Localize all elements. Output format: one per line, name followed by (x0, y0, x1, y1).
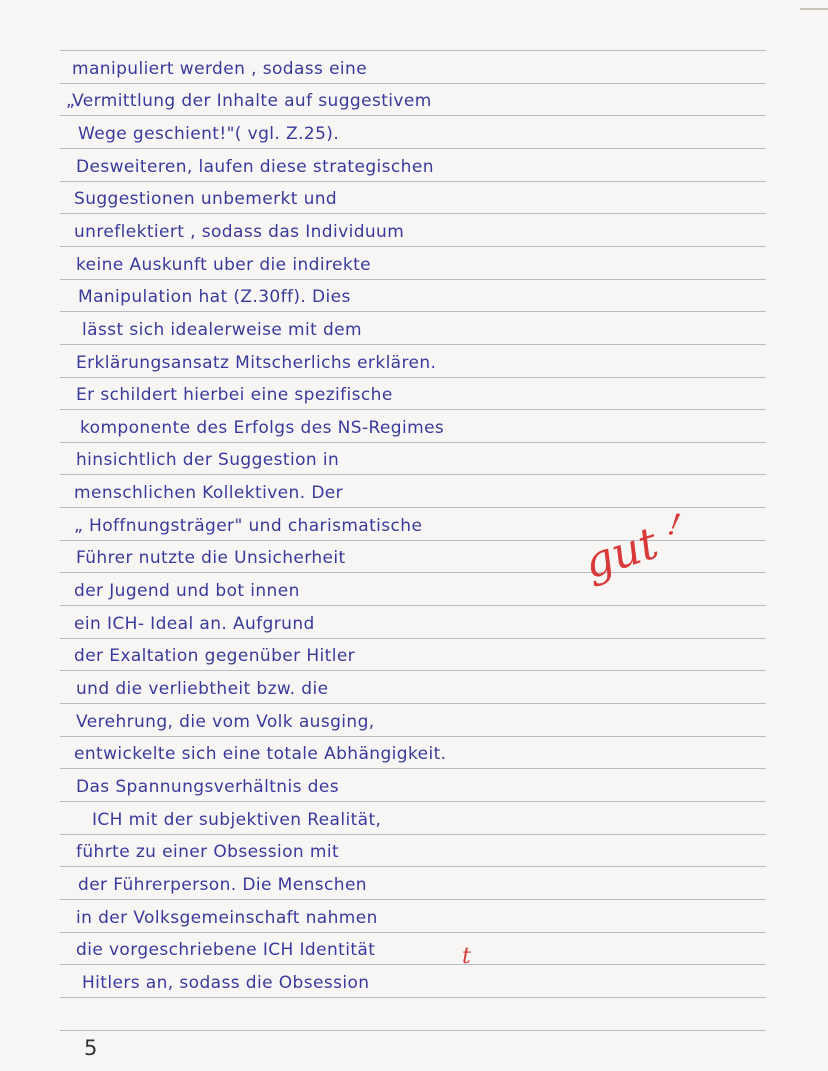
text-line: unreflektiert , sodass das Individuum (74, 221, 405, 242)
text-line: in der Volksgemeinschaft nahmen (76, 907, 378, 928)
ruled-line (60, 442, 766, 443)
text-line: keine Auskunft uber die indirekte (76, 254, 371, 275)
ruled-line (60, 474, 766, 475)
text-line: Erklärungsansatz Mitscherlichs erklären. (76, 352, 437, 373)
ruled-line (60, 181, 766, 182)
ruled-line (60, 279, 766, 280)
ruled-line (60, 866, 766, 867)
text-line: entwickelte sich eine totale Abhängigkeit. (74, 744, 447, 765)
text-line: die vorgeschriebene ICH Identität (76, 940, 376, 961)
teacher-comment-exclamation: ! (665, 507, 684, 544)
text-line: Er schildert hierbei eine spezifische (76, 385, 393, 406)
ruled-line (60, 246, 766, 247)
text-line: der Exaltation gegenüber Hitler (74, 646, 356, 667)
text-line: „Vermittlung der Inhalte auf suggestivem (66, 91, 432, 112)
text-line: führte zu einer Obsession mit (76, 842, 340, 863)
ruled-line (60, 834, 766, 835)
text-line: Das Spannungsverhältnis des (76, 776, 339, 797)
text-line: komponente des Erfolgs des NS-Regimes (80, 417, 445, 438)
ruled-line (60, 605, 766, 606)
ruled-line (60, 213, 766, 214)
ruled-line (60, 932, 766, 933)
text-line: lässt sich idealerweise mit dem (82, 319, 362, 340)
ruled-line (60, 148, 766, 149)
text-line: Suggestionen unbemerkt und (74, 189, 338, 210)
text-line: menschlichen Kollektiven. Der (74, 483, 344, 504)
ruled-line (60, 311, 766, 312)
ruled-line (60, 768, 766, 769)
page-number: 5 (84, 1036, 98, 1060)
text-line: ICH mit der subjektiven Realität, (92, 809, 382, 830)
text-line: Desweiteren, laufen diese strategischen (76, 156, 434, 177)
ruled-line (60, 964, 766, 965)
ruled-line (60, 670, 766, 671)
ruled-line (60, 344, 766, 345)
text-line: manipuliert werden , sodass eine (72, 58, 368, 79)
ruled-line (60, 83, 766, 84)
text-line: und die verliebtheit bzw. die (76, 679, 329, 699)
text-line: Verehrung, die vom Volk ausging, (76, 711, 375, 732)
ruled-line (60, 899, 766, 900)
correction-mark-t: t (462, 944, 471, 969)
text-line: Wege geschient!"( vgl. Z.25). (78, 123, 340, 144)
text-line: Hitlers an, sodass die Obsession (82, 972, 370, 993)
ruled-line (60, 703, 766, 704)
ruled-line (60, 572, 766, 573)
ruled-line (60, 50, 766, 51)
ruled-line (60, 409, 766, 410)
teacher-comment-gut: gut (577, 517, 665, 590)
text-line: der Jugend und bot innen (74, 581, 300, 602)
text-line: ein ICH- Ideal an. Aufgrund (74, 613, 315, 634)
ruled-line (60, 507, 766, 508)
ruled-line (60, 115, 766, 116)
text-line: „ Hoffnungsträger" und charismatische (74, 515, 423, 536)
ruled-line (60, 638, 766, 639)
ruled-line (60, 801, 766, 802)
ruled-line (60, 540, 766, 541)
text-line: der Führerperson. Die Menschen (78, 874, 367, 895)
ruled-line (60, 736, 766, 737)
ruled-line (60, 1030, 766, 1031)
text-line: hinsichtlich der Suggestion in (76, 450, 340, 471)
ruled-line (60, 997, 766, 998)
ruled-line (60, 377, 766, 378)
page-corner-mark (800, 0, 828, 10)
text-line: Führer nutzte die Unsicherheit (76, 548, 346, 569)
text-line: Manipulation hat (Z.30ff). Dies (78, 287, 351, 308)
